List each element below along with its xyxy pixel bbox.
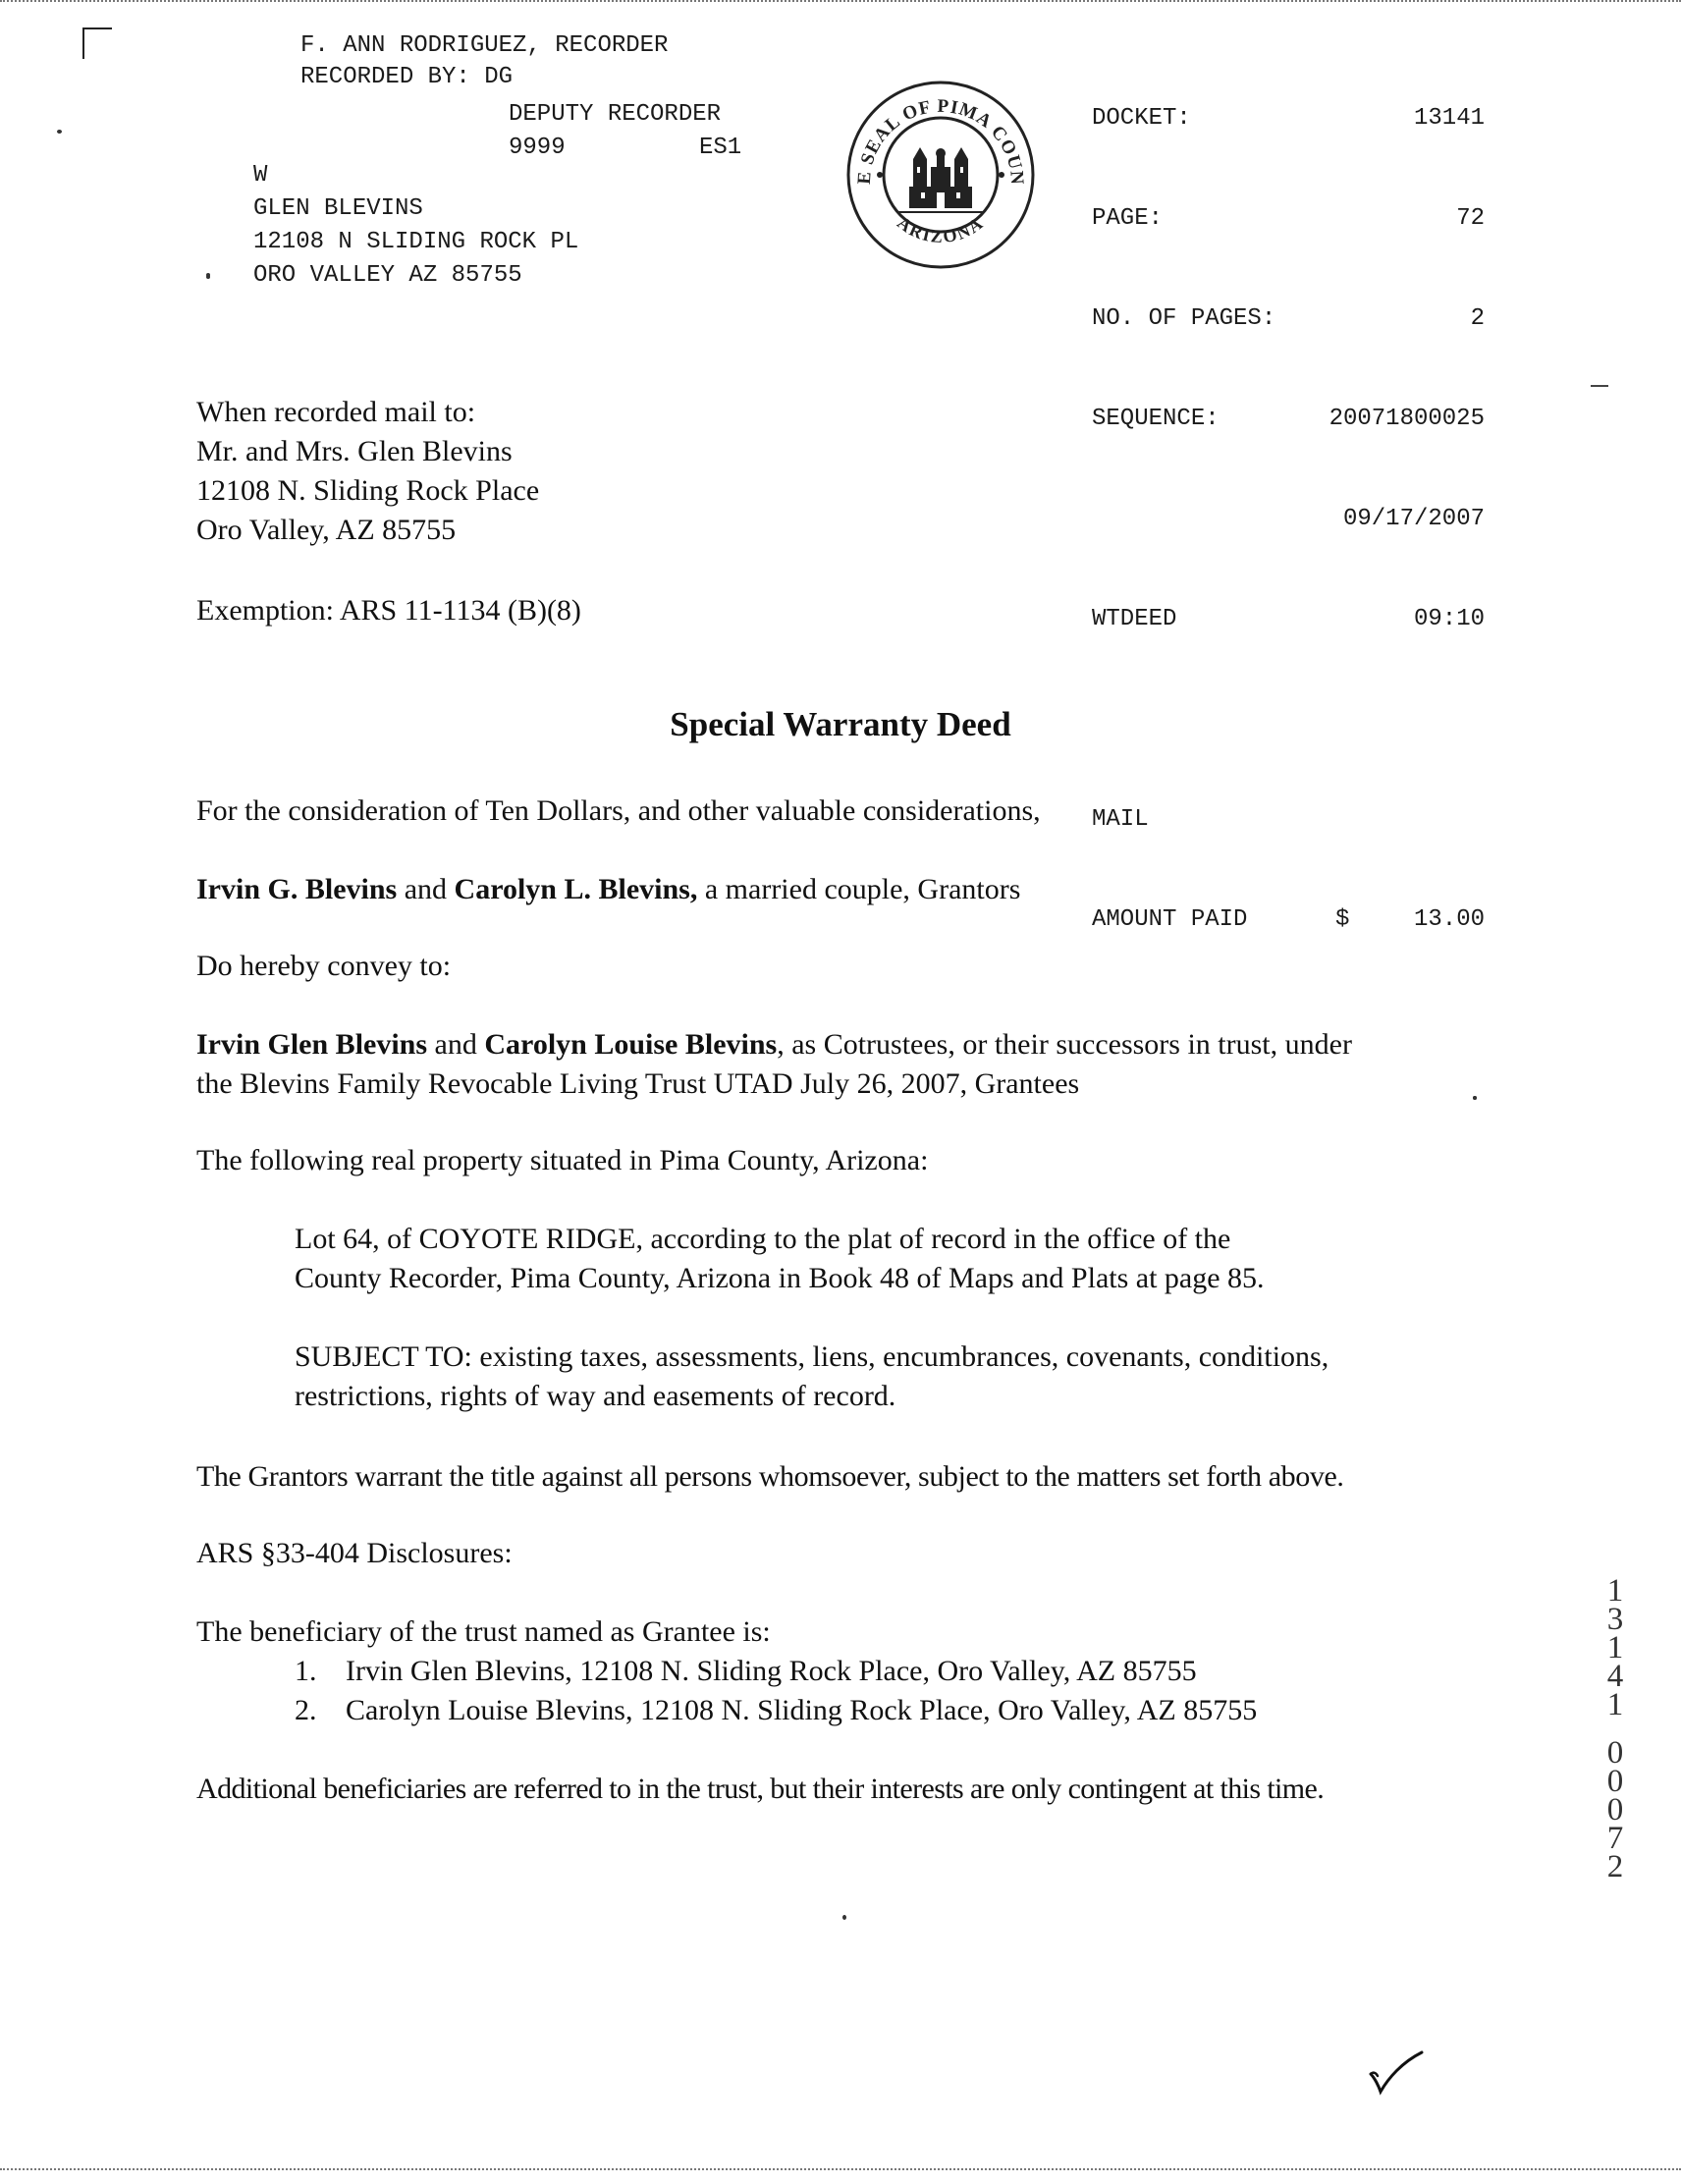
return-address <box>196 393 539 550</box>
beneficiary-number: 2. <box>295 1694 317 1726</box>
checkmark-icon <box>1367 2048 1426 2098</box>
sequence-label: SEQUENCE: <box>1092 406 1220 432</box>
document-title: Special Warranty Deed <box>670 705 1011 743</box>
grantee-1: Irvin Glen Blevins <box>196 1028 428 1061</box>
subject-to-1: SUBJECT TO: existing taxes, assessments, liens, encumbrances, covenants, conditions, <box>295 1340 1329 1373</box>
scan-speck <box>842 1915 846 1920</box>
stamp-char: 0 <box>1606 1735 1624 1771</box>
pima-county-seal <box>842 77 1039 273</box>
stamp-char: 0 <box>1606 1792 1624 1828</box>
docket-label: DOCKET: <box>1092 105 1191 132</box>
return-address-street: 12108 N. Sliding Rock Place <box>196 474 540 507</box>
bullet-dot <box>206 273 210 277</box>
subject-to-2: restrictions, rights of way and easements of record. <box>295 1380 896 1412</box>
mail-flag: W <box>253 162 268 189</box>
seal-emblem-icon <box>842 77 1039 273</box>
recorded-time: 09:10 <box>1413 606 1485 632</box>
page-value: 72 <box>1456 205 1485 232</box>
recorded-date: 09/17/2007 <box>1342 506 1485 532</box>
return-address-name: Mr. and Mrs. Glen Blevins <box>196 435 513 467</box>
grantees-line-2: the Blevins Family Revocable Living Trust UTAD July 26, 2007, Grantees <box>196 1067 1080 1100</box>
recorded-by: RECORDED BY: DG <box>300 64 514 90</box>
legal-description-2: County Recorder, Pima County, Arizona in Book 48 of Maps and Plats at page 85. <box>295 1262 1265 1294</box>
addressee-name: GLEN BLEVINS <box>253 195 423 222</box>
grantor-1: Irvin G. Blevins <box>196 873 398 905</box>
stamp-char: 2 <box>1606 1849 1624 1884</box>
stamp-char: 7 <box>1606 1821 1624 1856</box>
beneficiary-number: 1. <box>295 1655 317 1687</box>
mail-label: MAIL <box>1092 806 1149 833</box>
margin-docket-stamp <box>1600 1573 1630 1884</box>
beneficiary-item <box>295 1652 1197 1691</box>
sequence-value: 20071800025 <box>1329 406 1485 432</box>
convey-clause: Do hereby convey to: <box>196 950 452 982</box>
grantee-2: Carolyn Louise Blevins <box>484 1028 778 1061</box>
scan-speck <box>1473 1096 1477 1100</box>
grantors-line: Irvin G. Blevins and Carolyn L. Blevins, a married couple, Grantors <box>196 873 1021 905</box>
pages-value: 2 <box>1470 305 1485 332</box>
disclosures-heading: ARS §33-404 Disclosures: <box>196 1537 513 1569</box>
scan-speck <box>57 130 62 134</box>
addressee-street: 12108 N SLIDING ROCK PL <box>253 229 579 255</box>
stamp-char: 1 <box>1606 1573 1624 1609</box>
svg-text:ARIZONA <box>894 212 987 246</box>
return-address-city: Oro Valley, AZ 85755 <box>196 514 457 546</box>
beneficiary-text: Irvin Glen Blevins, 12108 N. Sliding Rock Place, Oro Valley, AZ 85755 <box>346 1655 1197 1687</box>
stamp-char: 4 <box>1606 1659 1624 1694</box>
legal-description-1: Lot 64, of COYOTE RIDGE, according to the plat of record in the office of the <box>295 1223 1231 1255</box>
stamp-char: 1 <box>1606 1630 1624 1665</box>
beneficiary-intro: The beneficiary of the trust named as Grantee is: <box>196 1615 771 1648</box>
recorder-name: F. ANN RODRIGUEZ, RECORDER <box>300 32 669 59</box>
seal-bottom-text: ARIZONA <box>894 212 988 247</box>
recorder-station: ES1 <box>699 135 742 161</box>
addressee-city: ORO VALLEY AZ 85755 <box>253 262 522 289</box>
page-label: PAGE: <box>1092 205 1164 232</box>
recording-info <box>1092 35 1485 1004</box>
scan-dash <box>1591 385 1608 387</box>
beneficiary-text: Carolyn Louise Blevins, 12108 N. Sliding Rock Place, Oro Valley, AZ 85755 <box>346 1694 1258 1726</box>
additional-beneficiaries: Additional beneficiaries are referred to in the trust, but their interests are only contingent at this time. <box>196 1773 1325 1805</box>
doc-type-label: WTDEED <box>1092 606 1177 632</box>
stamp-char: 3 <box>1606 1602 1624 1637</box>
amount-paid-value: 13.00 <box>1413 906 1485 933</box>
exemption-note: Exemption: ARS 11-1134 (B)(8) <box>196 594 581 627</box>
recorder-code: 9999 <box>509 135 566 161</box>
scan-edge-top <box>0 0 1681 4</box>
return-address-heading: When recorded mail to: <box>196 396 476 428</box>
deputy-recorder: DEPUTY RECORDER <box>509 101 722 128</box>
grantees-line-1: Irvin Glen Blevins and Carolyn Louise Blevins, as Cotrustees, or their successors in trust, under <box>196 1028 1352 1061</box>
amount-paid-label: AMOUNT PAID <box>1092 906 1248 933</box>
beneficiary-item <box>295 1691 1258 1730</box>
corner-crop-mark <box>82 27 112 59</box>
docket-value: 13141 <box>1413 105 1485 132</box>
consideration-clause: For the consideration of Ten Dollars, and other valuable considerations, <box>196 794 1041 827</box>
grantor-2: Carolyn L. Blevins, <box>454 873 698 905</box>
stamp-char: 0 <box>1606 1764 1624 1799</box>
warranty-clause: The Grantors warrant the title against all persons whomsoever, subject to the matters set forth above. <box>196 1460 1344 1493</box>
pages-label: NO. OF PAGES: <box>1092 305 1276 332</box>
stamp-char: 1 <box>1606 1687 1624 1722</box>
amount-currency: $ <box>1335 906 1350 933</box>
property-intro: The following real property situated in Pima County, Arizona: <box>196 1144 929 1176</box>
seal-top-text: E SEAL OF PIMA COUN <box>853 95 1028 187</box>
scan-edge-bottom <box>0 2168 1681 2172</box>
